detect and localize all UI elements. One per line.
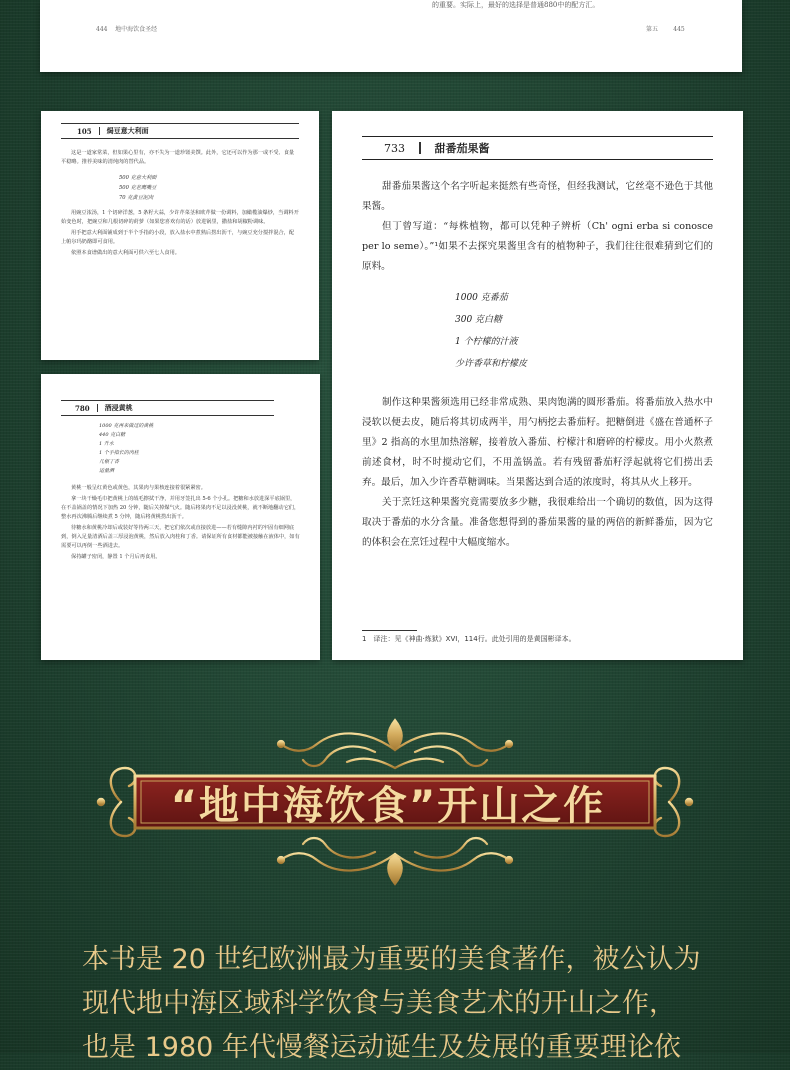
bottom-flourish-ornament: [278, 838, 512, 884]
recipe-paragraph: 但丁曾写道：“每株植物，都可以凭种子辨析（Ch' ogni erba si conosce per lo seme）。”¹如果不去探究果酱里含有的植物种子，我们往往很难猜到它们的原料。: [362, 221, 713, 272]
top-page-text: 的重要。实际上，最好的选择是普通880中的配方汇。: [432, 1, 600, 9]
intro-line: 本书是 20 世纪欧洲最为重要的美食著作，被公认为: [82, 944, 701, 975]
recipe-paragraph: 用豌豆浓汤，1 个切碎洋葱，5 条籽大蒜，少许芹菜茎和欧芹做一份调料，加橄榄油爆炒，当调料开始变色时，把豌豆和几根切碎的莳萝（如果您喜欢有的话）放进锅里，撒盐和胡椒粉调味。: [61, 210, 299, 225]
recipe-header: [362, 136, 713, 160]
top-book-page: [40, 0, 742, 72]
ingredient-item: 440 克白糖: [99, 432, 126, 438]
footer-left-title: 地中海饮食圣经: [115, 26, 158, 33]
banner-title: “地中海饮食”开山之作: [170, 782, 606, 829]
intro-line: 也是 1980 年代慢餐运动诞生及发展的重要理论依: [82, 1032, 681, 1063]
recipe-paragraph: 黄桃一般呈红黄色或黄色，其果肉与果核连接着很紧紧密。: [71, 485, 206, 491]
ingredient-item: 适量酒: [99, 468, 115, 474]
ingredient-item: 少许香草和柠檬皮: [455, 359, 528, 369]
recipe-title: 焗豆意大利面: [106, 126, 149, 135]
top-page-footer-right: [646, 24, 685, 33]
ingredient-item: 70 克黄豆泥肉: [119, 195, 154, 201]
recipe-paragraph: 依照本食谱做出的意大利面可供六至七人食用。: [71, 250, 180, 256]
ingredient-item: 1 个柠檬的汁液: [455, 337, 518, 347]
recipe-paragraph: 待糖水和黄桃冷却后或装好等待两三天，把它们依次或直接放进——若有缝隙内衬的牢固有细网底到，倒入足量清酒后盖三厚浸泡黄桃，然后放入肉桂和丁香。请保证所有食材都能被接触在液体中，如有需要可以再倒一些酒进去。: [61, 525, 300, 549]
footer-right-title: 第五: [646, 26, 659, 33]
recipe-page-780: [41, 374, 320, 660]
recipe-paragraph: 用手把意大利面铺成到于半个手指的小段，放入盐水中煮熟后捞出沥干，与豌豆充分搅拌混合，配上帕尔玛奶酪即可食用。: [61, 230, 295, 245]
recipe-title: 甜番茄果酱: [434, 142, 490, 155]
right-scroll-ornament: [655, 768, 692, 836]
recipe-header: [61, 400, 274, 416]
recipe-number: 780: [75, 403, 90, 413]
ingredient-item: 500 克意大利面: [119, 175, 157, 181]
top-page-footer-left: [96, 24, 157, 33]
recipe-header: [61, 123, 299, 139]
footer-right-number: 445: [673, 26, 685, 33]
recipe-paragraph: 拿一块干燥毛巾把黄桃上的绒毛擦拭干净，并用牙签扎出 5-6 个小孔。把糖和水放进深平底锅里，在不盖锅盖的情况下加热 20 分钟，随后关掉煤气火。随后将果肉不足以浸没黄桃，就不断地翻动它们，整水再次沸腾后继续煮 5 分钟，随后将黄桃捞出沥干。: [61, 496, 300, 520]
recipe-number: 105: [77, 126, 92, 136]
recipe-paragraph: 甜番茄果酱这个名字听起来挺然有些奇怪，但经我测试，它丝毫不逊色于其他果酱。: [362, 181, 713, 212]
top-flourish-ornament: [278, 720, 512, 768]
intro-text: [82, 938, 732, 1070]
recipe-page-733: [332, 111, 743, 660]
recipe-page-105: [41, 111, 319, 360]
recipe-paragraph: 这是一道家常菜，但如果心里有，亦不失为一道珍馐美馔。此外，它还可以作为那一或不受、食量平稳略。推荐美味的清炖肉的替代品。: [61, 150, 295, 165]
ingredient-item: 1 升水: [99, 441, 114, 447]
ingredient-item: 1 个手指长的肉桂: [99, 450, 139, 456]
recipe-title: 酒浸黄桃: [104, 403, 133, 412]
recipe-paragraph: 关于烹饪这种果酱究竟需要放多少糖，我很难给出一个确切的数值，因为这得取决于番茄的水分含量。准备您想得到的番茄果酱的量的两倍的新鲜番茄，因为它的体积会在烹饪过程中大幅度缩水。: [362, 497, 713, 548]
intro-line: 现代地中海区域科学饮食与美食艺术的开山之作，: [82, 988, 676, 1019]
recipe-number: 733: [384, 141, 405, 155]
ingredient-item: 500 克老鹰嘴豆: [119, 185, 157, 191]
footer-left-number: 444: [96, 26, 108, 33]
ingredient-item: 1000 克再来做过的黄桃: [99, 423, 154, 429]
ingredient-list: [455, 287, 713, 375]
footnote-rule: [362, 630, 417, 631]
ingredient-item: 300 克白糖: [455, 315, 503, 325]
recipe-paragraph: 保持罐子密闭，静置 1 个月后再食用。: [71, 554, 161, 560]
recipe-paragraph: 制作这种果酱须选用已经非常成熟、果肉饱满的圆形番茄。将番茄放入热水中浸软以便去皮，随后将其切成两半，用勺柄挖去番茄籽。把糖倒进《盛在普通杯子里》2 指高的水里加热溶解，接着放入番茄、柠檬汁和磨碎的柠檬皮。用小火熬煮前述食材，时不时搅动它们，不用盖锅盖。若有残留番茄籽浮起就将它们捞出丢弃。最后，加入少许香草糖调味。当果酱达到合适的浓度时，将其从火上移开。: [362, 397, 713, 488]
footnote: 1 译注：见《神曲·炼狱》XVI，114行。此处引用的是黄国彬译本。: [362, 635, 576, 643]
ingredient-item: 几根丁香: [99, 459, 120, 465]
ingredient-item: 1000 克番茄: [455, 293, 508, 303]
